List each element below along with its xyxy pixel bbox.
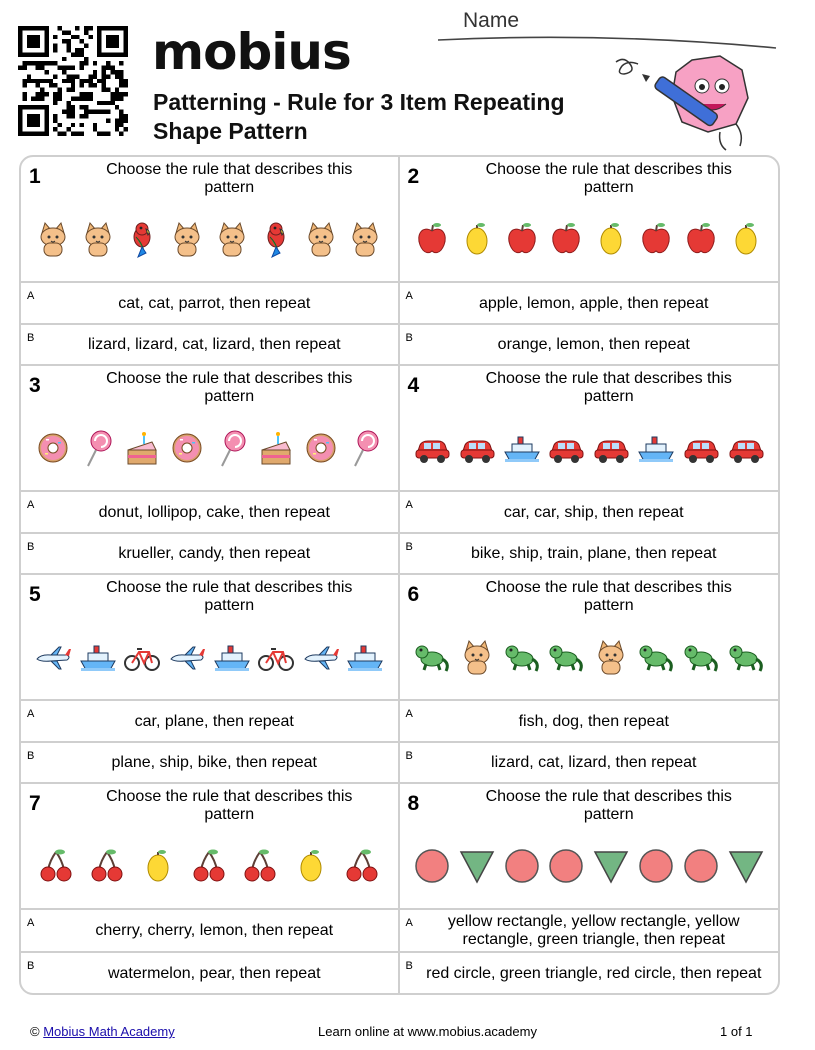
option-text: bike, ship, train, plane, then repeat [471,545,717,563]
lizard-icon [636,637,676,682]
name-label: Name [463,9,520,32]
pattern-sequence [410,428,769,472]
question-prompt: Choose the rule that describes this pattern [106,579,353,614]
cake-icon [122,428,162,473]
answer-option-a[interactable] [21,910,398,951]
option-letter: A [27,708,35,720]
question-number: 3 [29,374,41,397]
option-text: apple, lemon, apple, then repeat [479,294,709,312]
mascot-illustration [612,52,762,156]
option-text: donut, lollipop, cake, then repeat [98,503,330,521]
option-text: cat, cat, parrot, then repeat [118,294,311,312]
option-text: red circle, green triangle, red circle, then repeat [426,964,762,982]
lizard-icon [502,637,542,682]
question-prompt: Choose the rule that describes this pattern [106,161,353,196]
question-number: 2 [407,165,420,188]
answer-option-b[interactable] [400,951,779,994]
option-letter: A [27,499,35,511]
answer-option-b[interactable] [21,532,398,574]
question-card [400,575,779,784]
ship-icon [78,637,118,682]
question-header [21,366,398,492]
option-text: yellow rectangle, yellow rectangle, yellow rectangle, green triangle, then repeat [447,913,740,949]
red-circle-icon [546,846,586,891]
lemon-icon [291,846,331,891]
green-triangle-icon [457,846,497,891]
question-prompt: Choose the rule that describes this pattern [485,370,732,405]
cherry-icon [240,846,280,891]
questions-grid [19,155,780,995]
pattern-sequence [410,846,769,890]
question-prompt: Choose the rule that describes this pattern [485,788,732,823]
donut-icon [33,428,73,473]
question-header [21,784,398,910]
bike-icon [122,637,162,682]
pattern-sequence [31,428,388,472]
cat-icon [457,637,497,682]
option-letter: A [405,708,413,720]
lemon-icon [457,219,497,264]
option-letter: B [27,540,35,553]
question-card [400,366,779,575]
parrot-icon [256,219,296,264]
lizard-icon [681,637,721,682]
cherry-icon [342,846,382,891]
lollipop-icon [212,428,252,473]
question-header [400,157,779,283]
ship-icon [502,428,542,473]
question-number: 8 [407,792,420,815]
cherry-icon [189,846,229,891]
page-title: Patterning - Rule for 3 Item Repeating Shape Pattern [153,89,565,144]
answer-option-b[interactable] [21,741,398,783]
bike-icon [256,637,296,682]
question-prompt: Choose the rule that describes this pattern [485,579,732,614]
answer-option-a[interactable] [400,910,779,951]
answer-option-b[interactable] [400,323,779,365]
answer-option-a[interactable] [21,701,398,741]
green-triangle-icon [726,846,766,891]
red-circle-icon [636,846,676,891]
lizard-icon [412,637,452,682]
green-triangle-icon [591,846,631,891]
option-letter: B [405,749,413,762]
ship-icon [345,637,385,682]
cherry-icon [87,846,127,891]
cat-icon [33,219,73,264]
apple-icon [681,219,721,264]
question-card [21,366,400,575]
plane-icon [33,637,73,682]
question-prompt: Choose the rule that describes this pattern [106,370,353,405]
pattern-sequence [31,637,388,681]
ship-icon [636,428,676,473]
lollipop-icon [345,428,385,473]
question-number: 1 [29,165,41,188]
answer-option-a[interactable] [21,283,398,323]
answer-option-a[interactable] [21,492,398,532]
question-header [21,575,398,701]
cat-icon [301,219,341,264]
option-letter: A [405,499,413,511]
question-card [21,784,400,993]
option-text: krueller, candy, then repeat [118,545,311,563]
answer-option-a[interactable] [400,701,779,741]
answer-option-b[interactable] [21,951,398,994]
option-text: car, plane, then repeat [134,712,294,730]
car-icon [457,428,497,473]
question-prompt: Choose the rule that describes this pattern [106,788,353,823]
donut-icon [167,428,207,473]
lizard-icon [726,637,766,682]
ship-icon [212,637,252,682]
question-header [400,784,779,910]
question-header [400,575,779,701]
answer-option-a[interactable] [400,283,779,323]
car-icon [412,428,452,473]
option-letter: A [27,917,35,929]
option-text: lizard, cat, lizard, then repeat [491,754,697,772]
parrot-icon [122,219,162,264]
pattern-sequence [31,219,388,263]
question-card [400,157,779,366]
apple-icon [502,219,542,264]
question-number: 5 [29,583,41,606]
option-text: orange, lemon, then repeat [497,336,690,354]
car-icon [726,428,766,473]
question-header [21,157,398,283]
mobius-logo: mobius [152,23,351,81]
option-text: lizard, lizard, cat, lizard, then repeat [87,336,341,354]
option-letter: A [405,290,413,302]
pattern-sequence [31,846,388,890]
pattern-sequence [410,219,769,263]
option-text: cherry, cherry, lemon, then repeat [95,922,334,940]
footer-center-text: Learn online at www.mobius.academy [318,1024,537,1039]
cat-icon [78,219,118,264]
question-card [21,575,400,784]
option-letter: B [405,959,413,972]
cat-icon [167,219,207,264]
plane-icon [167,637,207,682]
option-letter: B [405,540,413,553]
cake-icon [256,428,296,473]
option-text: car, car, ship, then repeat [503,503,684,521]
option-text: watermelon, pear, then repeat [107,964,321,982]
red-circle-icon [502,846,542,891]
option-letter: B [27,331,35,344]
car-icon [681,428,721,473]
lollipop-icon [78,428,118,473]
apple-icon [636,219,676,264]
option-letter: B [27,959,35,972]
answer-option-a[interactable] [400,492,779,532]
page-number: 1 of 1 [720,1024,753,1039]
question-card [21,157,400,366]
question-header [400,366,779,492]
cat-icon [212,219,252,264]
footer-copyright: © Mobius Math Academy [30,1024,175,1039]
cat-icon [591,637,631,682]
lizard-icon [546,637,586,682]
question-prompt: Choose the rule that describes this pattern [485,161,732,196]
mobius-link[interactable]: Mobius Math Academy [43,1024,175,1039]
question-number: 6 [407,583,420,606]
option-text: fish, dog, then repeat [518,712,669,730]
question-card [400,784,779,993]
red-circle-icon [681,846,721,891]
cherry-icon [36,846,76,891]
question-number: 7 [29,792,41,815]
option-letter: B [27,749,35,762]
donut-icon [301,428,341,473]
car-icon [591,428,631,473]
red-circle-icon [412,846,452,891]
apple-icon [412,219,452,264]
lemon-icon [138,846,178,891]
lemon-icon [726,219,766,264]
qr-code [17,26,129,136]
option-letter: A [405,917,413,929]
answer-option-b[interactable] [400,741,779,783]
car-icon [546,428,586,473]
option-letter: B [405,331,413,344]
lemon-icon [591,219,631,264]
apple-icon [546,219,586,264]
answer-option-b[interactable] [400,532,779,574]
plane-icon [301,637,341,682]
option-letter: A [27,290,35,302]
option-text: plane, ship, bike, then repeat [111,754,317,772]
answer-option-b[interactable] [21,323,398,365]
question-number: 4 [407,374,420,397]
pattern-sequence [410,637,769,681]
cat-icon [345,219,385,264]
